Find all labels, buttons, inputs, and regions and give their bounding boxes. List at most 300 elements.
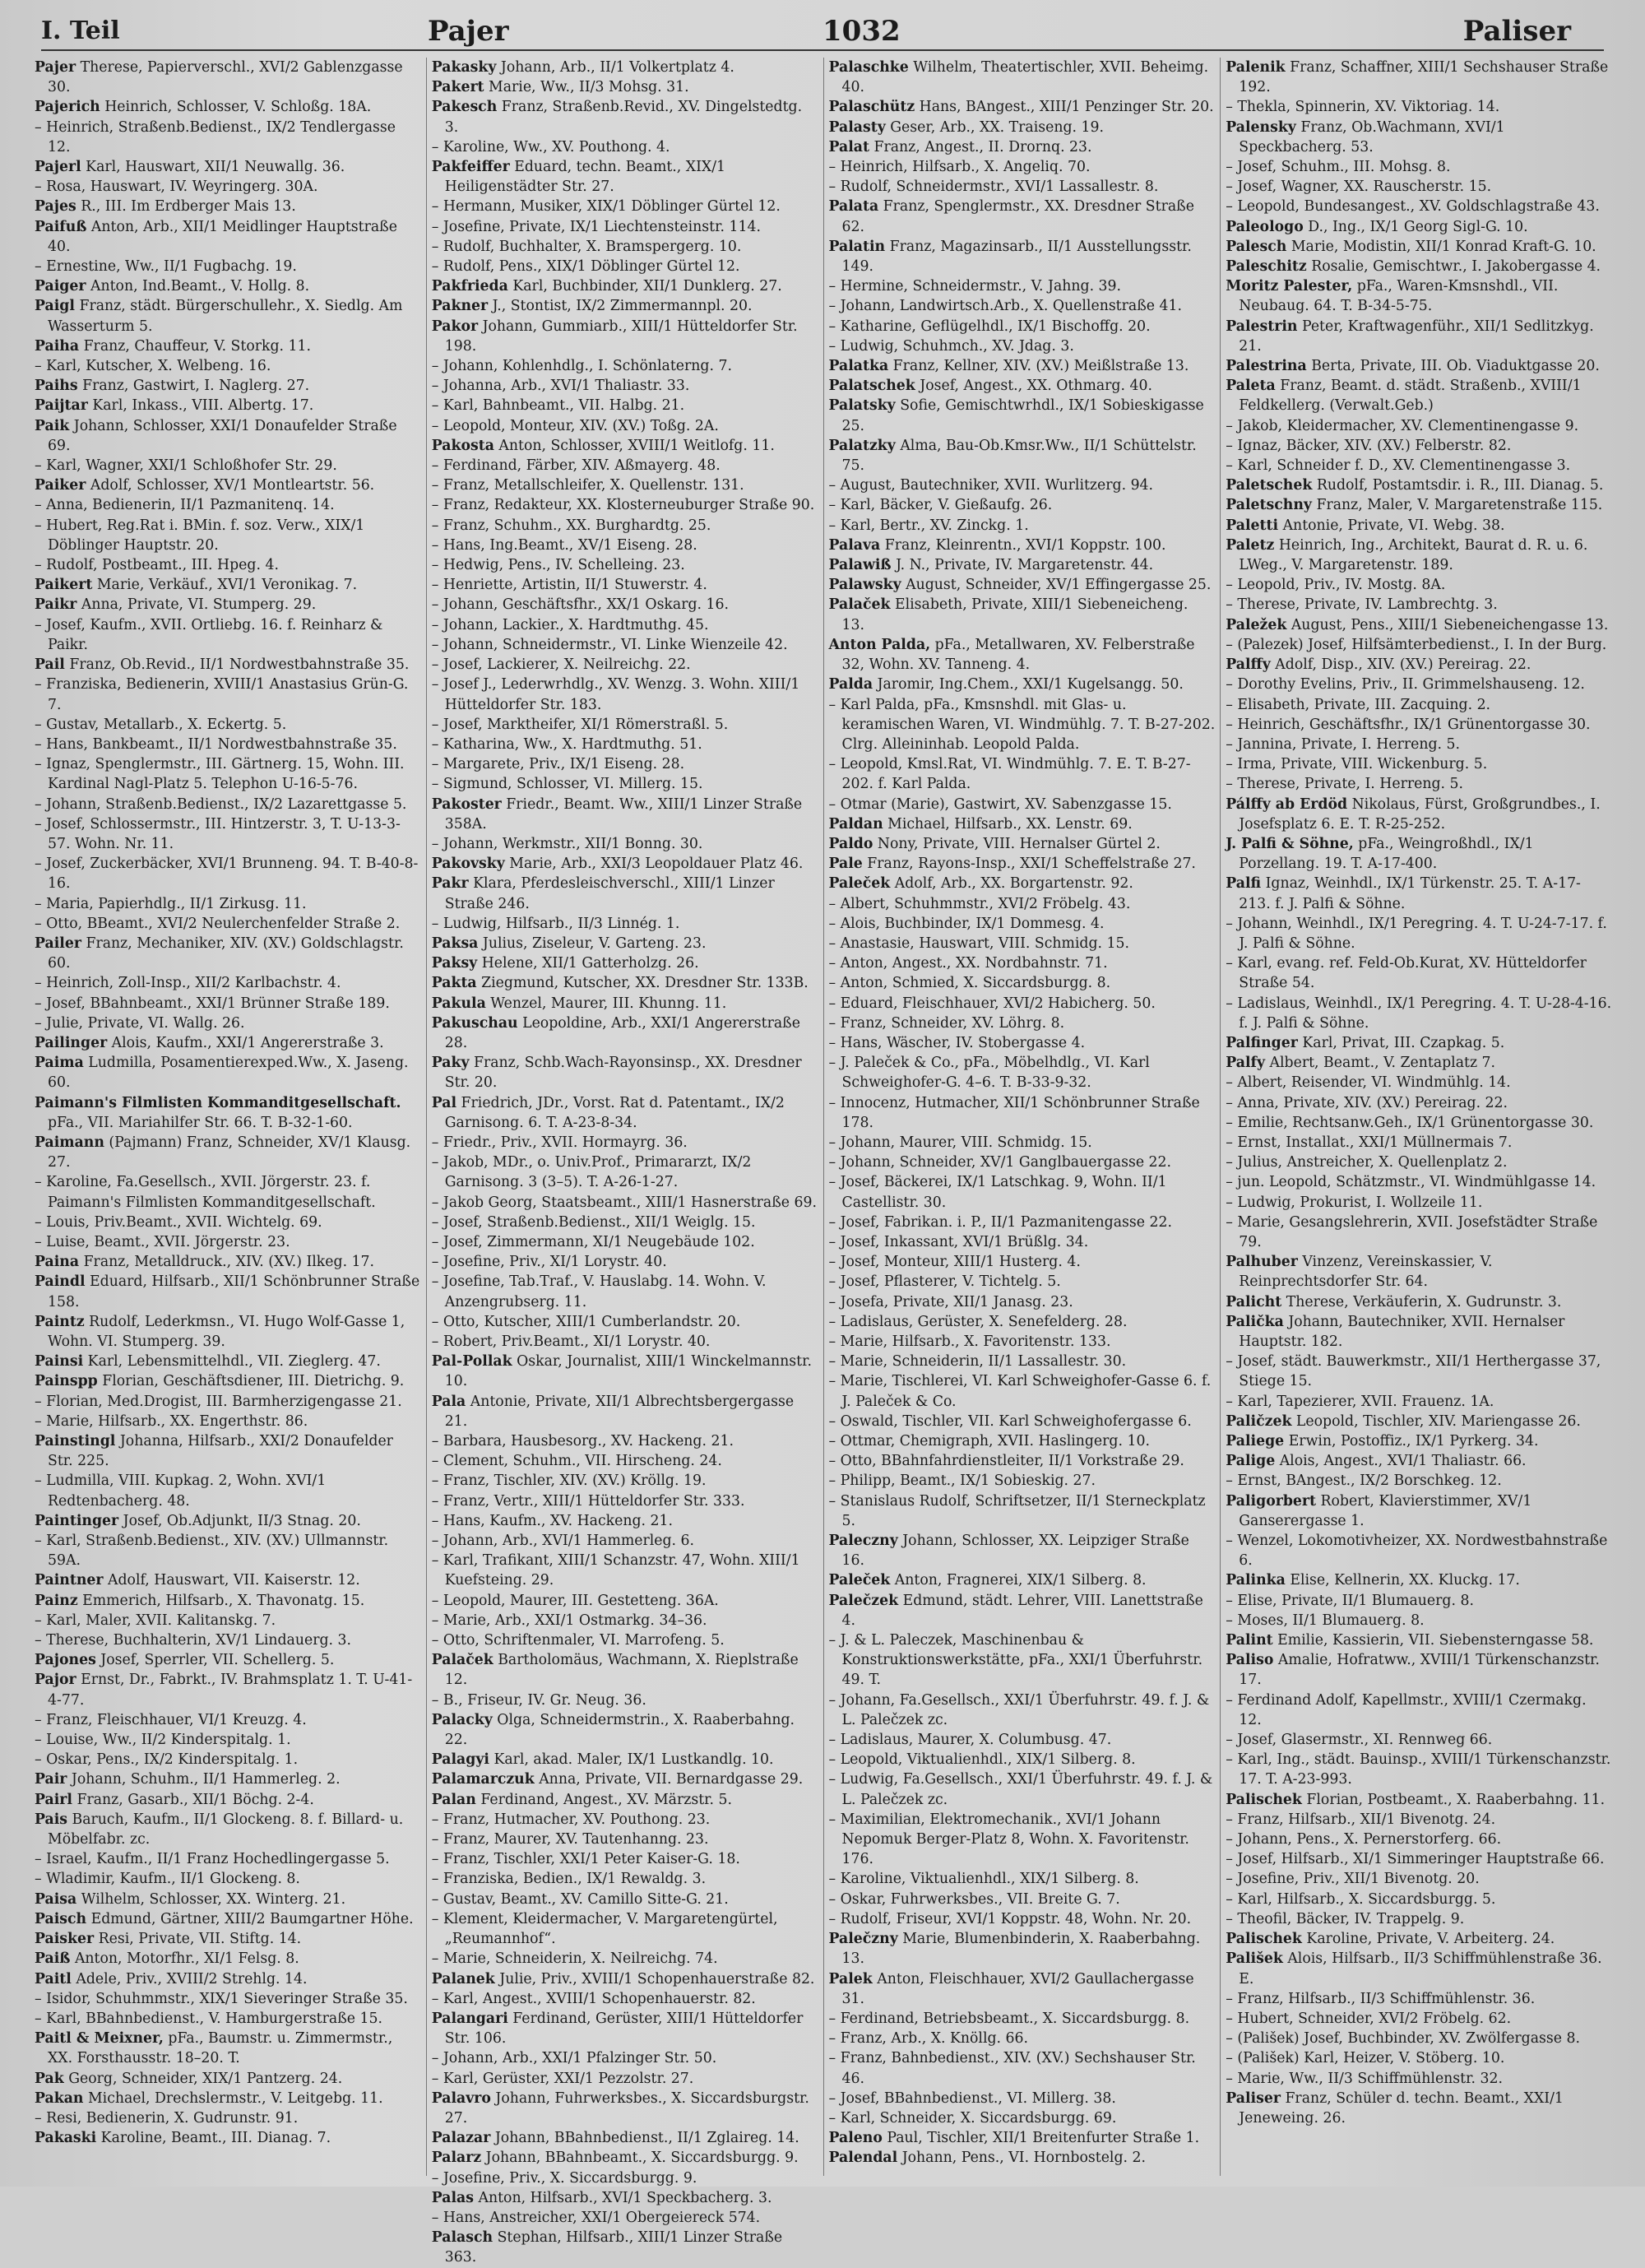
directory-entry (432, 2168, 818, 2188)
entry-details: Josef, Ob.Adjunkt, II/3 Stnag. 20. (123, 1512, 361, 1529)
entry-details: Wenzel, Maurer, III. Khunng. 11. (490, 995, 727, 1012)
entry-details: – (Pališek) Josef, Buchbinder, XV. Zwölfergasse 8. (1226, 2030, 1580, 2048)
entry-surname: Paijtar (35, 397, 88, 415)
directory-entry (829, 973, 1216, 993)
entry-details: – Julie, Private, VI. Wallg. 26. (35, 1014, 245, 1032)
entry-details: Josef, Sperrler, VII. Schellerg. 5. (100, 1652, 335, 1669)
entry-details: – Ignaz, Spenglermstr., III. Gärtnerg. 15, Wohn. III. Kardinal Nagl-Platz 5. Telephon U-16-5-76. (35, 756, 405, 793)
entry-details: – Karl, evang. ref. Feld-Ob.Kurat, XV. Hütteldorfer Straße 54. (1226, 955, 1587, 992)
directory-entry (829, 137, 1216, 157)
entry-details: Julie, Priv., XVIII/1 Schopenhauerstraße 82. (499, 1970, 815, 1987)
directory-entry (1226, 157, 1612, 177)
directory-columns (30, 58, 1617, 2266)
entry-details: – Stanislaus Rudolf, Schriftsetzer, II/1 Sterneckplatz 5. (828, 1492, 1206, 1529)
entry-details: – Franziska, Bedienerin, XVIII/1 Anastasius Grün-G. 7. (35, 676, 409, 713)
entry-details: – Otto, BBeamt., XVI/2 Neulerchenfelder Straße 2. (35, 915, 401, 932)
directory-entry (35, 575, 421, 595)
entry-details: – Franz, Fleischhauer, VI/1 Kreuzg. 4. (35, 1711, 307, 1728)
entry-details: Franz, Schüler d. techn. Beamt., XXI/1 Jeneweing. 26. (1239, 2089, 1564, 2127)
entry-details: – Hans, Ing.Beamt., XV/1 Eiseng. 28. (431, 536, 697, 554)
entry-details: Johanna, Hilfsarb., XXI/2 Donaufelder Str. 225. (48, 1433, 393, 1470)
entry-surname: Pakan (35, 2089, 84, 2107)
directory-entry (432, 774, 818, 794)
entry-details: – Resi, Bedienerin, X. Gudrunstr. 91. (35, 2109, 299, 2127)
entry-surname: Palatzky (828, 437, 896, 454)
entry-details: Emmerich, Hilfsarb., X. Thavonatg. 15. (82, 1592, 365, 1609)
directory-entry (1226, 1451, 1612, 1471)
entry-details: Ernst, Dr., Fabrkt., IV. Brahmsplatz 1. T. U-41-4-77. (48, 1672, 413, 1709)
entry-surname: Palaček (431, 1652, 494, 1669)
directory-entry (432, 1252, 818, 1272)
entry-surname: Palawiß (828, 557, 892, 574)
entry-details: Johann, Pens., VI. Hornbostelg. 2. (901, 2150, 1146, 2167)
directory-entry (35, 1412, 421, 1431)
entry-details: – Ottmar, Chemigraph, XVII. Haslingerg. 10. (828, 1433, 1150, 1450)
entry-surname: Paisch (35, 1910, 87, 1927)
directory-entry (1226, 1650, 1612, 1690)
directory-entry (1226, 1790, 1612, 1810)
entry-details: Florian, Geschäftsdiener, III. Dietrichg. 9. (102, 1373, 405, 1390)
directory-entry (432, 137, 818, 157)
directory-entry (35, 217, 421, 257)
entry-details: – Ignaz, Bäcker, XIV. (XV.) Felberstr. 82. (1226, 437, 1512, 454)
page-number: 1032 (822, 15, 901, 48)
entry-details: – Josef, städt. Bauwerkmstr., XII/1 Herthergasse 37, Stiege 15. (1226, 1353, 1601, 1390)
entry-surname: Palata (828, 198, 879, 216)
directory-entry (432, 1650, 818, 1690)
entry-details: – Josefine, Priv., XII/1 Bivenotg. 20. (1226, 1871, 1480, 1888)
entry-details: – Johann, Straßenb.Bedienst., IX/2 Lazarettgasse 5. (35, 795, 407, 813)
directory-entry (829, 834, 1216, 854)
directory-entry (35, 2128, 421, 2148)
entry-details: Franz, Ob.Wachmann, XVI/1 Speckbacherg. 53. (1239, 118, 1505, 155)
entry-details: – Marie, Gesangslehrerin, XVII. Josefstädter Straße 79. (1226, 1213, 1598, 1250)
directory-entry (1226, 1849, 1612, 1869)
directory-entry (829, 2128, 1216, 2148)
directory-entry (432, 1332, 818, 1352)
entry-details: Johann, Bautechniker, XVII. Hernalser Hauptstr. 182. (1239, 1313, 1565, 1350)
directory-entry (432, 595, 818, 615)
entry-details: August, Pens., XIII/1 Siebeneichengasse 13. (1291, 616, 1609, 633)
directory-entry (1226, 1412, 1612, 1431)
directory-entry (829, 1591, 1216, 1630)
directory-entry (35, 1172, 421, 1212)
entry-details: – Franz, Schuhm., XX. Burghardtg. 25. (431, 517, 711, 534)
entry-surname: Paldo (828, 835, 873, 852)
directory-entry (1226, 1053, 1612, 1073)
entry-surname: Palasty (828, 118, 886, 136)
directory-entry (1226, 1172, 1612, 1192)
directory-entry (432, 1392, 818, 1431)
entry-details: – Johann, Werkmstr., XII/1 Bonng. 30. (431, 835, 703, 852)
directory-entry (829, 1630, 1216, 1691)
entry-surname: Palaschütz (828, 99, 915, 116)
column-1 (30, 58, 427, 2176)
entry-details: Emilie, Kassierin, VII. Siebensterngasse 58. (1277, 1632, 1594, 1649)
entry-details: Franz, Mechaniker, XIV. (XV.) Goldschlagstr. 60. (48, 935, 404, 972)
directory-entry (432, 1232, 818, 1252)
directory-entry (432, 197, 818, 216)
entry-details: Johann, BBahnbedienst., II/1 Zglaireg. 14. (494, 2130, 799, 2147)
directory-entry (432, 1869, 818, 1889)
directory-entry (432, 77, 818, 97)
directory-entry (1226, 953, 1612, 993)
entry-surname: J. Palfi & Söhne, (1226, 835, 1354, 852)
entry-details: Anton, Hilfsarb., XVI/1 Speckbacherg. 3. (478, 2189, 772, 2206)
directory-entry (1226, 58, 1612, 97)
entry-details: – Maximilian, Elektromechanik., XVI/1 Johann Nepomuk Berger-Platz 8, Wohn. X. Favoritenstr. 176. (828, 1811, 1189, 1868)
directory-entry (829, 814, 1216, 834)
entry-details: – Elisabeth, Private, III. Zacquing. 2. (1226, 696, 1491, 713)
directory-entry (35, 1591, 421, 1611)
entry-details: Jaromir, Ing.Chem., XXI/1 Kugelsangg. 50. (877, 676, 1184, 693)
directory-entry (432, 934, 818, 953)
entry-details: – Josef, Bäckerei, IX/1 Latschkag. 9, Wohn. II/1 Castellistr. 30. (828, 1174, 1167, 1211)
entry-details: – Johann, Fa.Gesellsch., XXI/1 Überfuhrstr. 49. f. J. & L. Palečzek zc. (828, 1691, 1210, 1728)
directory-entry (432, 1013, 818, 1053)
directory-entry (35, 475, 421, 495)
directory-entry (1226, 1830, 1612, 1849)
directory-entry (1226, 735, 1612, 754)
directory-entry (432, 2188, 818, 2208)
directory-entry (35, 97, 421, 117)
entry-details: – Johann, Geschäftsfhr., XX/1 Oskarg. 16. (431, 596, 730, 614)
entry-surname: Palazar (431, 2130, 491, 2147)
directory-entry (1226, 774, 1612, 794)
entry-surname: Palestrin (1226, 318, 1298, 335)
directory-entry (432, 795, 818, 834)
directory-entry (35, 555, 421, 575)
directory-entry (35, 795, 421, 814)
directory-entry (432, 1810, 818, 1830)
entry-details: – Karl, Gerüster, XXI/1 Pezzolstr. 27. (431, 2070, 694, 2087)
entry-details: – Josef, Kaufm., XVII. Ortliebg. 16. f. Reinharz & Paikr. (35, 616, 383, 653)
directory-entry (1226, 376, 1612, 415)
directory-entry (35, 356, 421, 376)
entry-details: – Josef, Wagner, XX. Rauscherstr. 15. (1226, 179, 1492, 196)
directory-entry (432, 1750, 818, 1769)
entry-details: – Franz, Maurer, XV. Tautenhanng. 23. (431, 1831, 709, 1848)
entry-details: Marie, Verkäuf., XVI/1 Veronikag. 7. (96, 577, 358, 594)
entry-details: Franz, Beamt. d. städt. Straßenb., XVIII/1 Feldkellerg. (Verwalt.Geb.) (1239, 378, 1582, 415)
directory-entry (829, 1133, 1216, 1153)
directory-entry (1226, 177, 1612, 197)
entry-surname: Paifuß (35, 218, 87, 235)
directory-entry (35, 854, 421, 893)
directory-entry (432, 58, 818, 77)
entry-surname: Pališek (1226, 1950, 1283, 1968)
directory-entry (432, 1451, 818, 1471)
column-2 (427, 58, 824, 2266)
entry-details: J. N., Private, IV. Margaretenstr. 44. (896, 557, 1154, 574)
directory-entry (829, 1272, 1216, 1292)
entry-surname: Paikert (35, 577, 93, 594)
directory-entry (35, 1969, 421, 1989)
directory-entry (35, 973, 421, 993)
entry-details: Johann, Schuhm., II/1 Hammerleg. 2. (71, 1771, 341, 1788)
entry-details: Karoline, Beamt., III. Dianag. 7. (100, 2130, 331, 2147)
directory-entry (829, 1431, 1216, 1451)
entry-details: – Oskar, Fuhrwerksbes., VII. Breite G. 7. (828, 1890, 1120, 1908)
entry-details: Wilhelm, Theatertischler, XVII. Beheimg. 40. (841, 59, 1209, 96)
directory-entry (829, 2009, 1216, 2029)
directory-entry (1226, 1989, 1612, 2009)
directory-entry (1226, 495, 1612, 515)
directory-entry (432, 1630, 818, 1650)
entry-surname: Painsi (35, 1353, 84, 1371)
entry-details: Franz, städt. Bürgerschullehr., X. Siedlg. Am Wasserturm 5. (48, 298, 403, 335)
entry-details: – Philipp, Beamt., IX/1 Sobieskig. 27. (828, 1473, 1096, 1490)
entry-details: – Josef, BBahnbeamt., XXI/1 Brünner Straße 189. (35, 995, 390, 1012)
entry-details: – Marie, Hilfsarb., XX. Engerthstr. 86. (35, 1412, 308, 1430)
entry-surname: Palat (828, 138, 869, 155)
entry-details: Rudolf, Lederkmsn., VI. Hugo Wolf-Gasse 1, Wohn. VI. Stumperg. 39. (48, 1313, 405, 1350)
directory-entry (829, 276, 1216, 296)
entry-details: – Ludwig, Schuhmch., XV. Jdag. 3. (828, 337, 1074, 355)
entry-details: – Albert, Reisender, VI. Windmühlg. 14. (1226, 1074, 1511, 1092)
directory-entry (432, 675, 818, 714)
entry-details: Friedrich, JDr., Vorst. Rat d. Patentamt., IX/2 Garnisong. 6. T. A-23-8-34. (444, 1094, 785, 1131)
entry-details: – J. Paleček & Co., pFa., Möbelhdlg., VI. Karl Schweighofer-G. 4–6. T. B-33-9-32. (828, 1055, 1150, 1092)
entry-details: – Rudolf, Buchhalter, X. Bramspergerg. 10. (431, 238, 742, 255)
directory-entry (829, 1352, 1216, 1371)
entry-details: – Heinrich, Hilfsarb., X. Angeliq. 70. (828, 159, 1091, 176)
entry-details: – Josef, Marktheifer, XI/1 Römerstraßl. 5. (431, 716, 729, 733)
directory-entry (35, 197, 421, 216)
entry-details: Marie, Blumenbinderin, X. Raaberbahng. 13. (841, 1931, 1201, 1968)
directory-entry (1226, 356, 1612, 376)
directory-entry (432, 1611, 818, 1630)
entry-surname: Pairl (35, 1791, 72, 1808)
entry-surname: Paiß (35, 1950, 71, 1968)
directory-entry (829, 1232, 1216, 1252)
entry-details: – Franz, Tischler, XIV. (XV.) Kröllg. 19. (431, 1473, 707, 1490)
directory-entry (1226, 1073, 1612, 1092)
entry-surname: Palaček (828, 596, 891, 614)
entry-details: Franz, Metalldruck., XIV. (XV.) Ilkeg. 17. (83, 1254, 375, 1271)
entry-details: – Johann, Landwirtsch.Arb., X. Quellenstraße 41. (828, 298, 1182, 315)
entry-surname: Palfi (1226, 875, 1262, 893)
directory-entry (829, 495, 1216, 515)
directory-entry (35, 1252, 421, 1272)
first-entry-word: Pajer (428, 15, 509, 48)
directory-entry (1226, 118, 1612, 157)
directory-entry (35, 994, 421, 1013)
directory-entry (829, 436, 1216, 475)
entry-details: – Josef, Monteur, XIII/1 Husterg. 4. (828, 1254, 1081, 1271)
entry-surname: Paihs (35, 378, 78, 395)
entry-details: – Otto, Kutscher, XIII/1 Cumberlandstr. 20. (431, 1313, 741, 1330)
entry-details: – Josef, Zuckerbäcker, XVI/1 Brunneng. 94. T. B-40-8-16. (35, 856, 419, 893)
entry-surname: Pal (431, 1094, 457, 1111)
entry-surname: Pakoster (431, 795, 502, 813)
entry-details: Bartholomäus, Wachmann, X. Rieplstraße 12. (444, 1652, 799, 1689)
entry-details: Alois, Kaufm., XXI/1 Angererstraße 3. (111, 1034, 384, 1051)
directory-entry (432, 257, 818, 276)
entry-details: – Gustav, Beamt., XV. Camillo Sitte-G. 21. (431, 1890, 729, 1908)
directory-entry (829, 1471, 1216, 1491)
entry-details: – Josef, Pflasterer, V. Tichtelg. 5. (828, 1273, 1061, 1291)
entry-details: Franz, Schb.Wach-Rayonsinsp., XX. Dresdner Str. 20. (444, 1055, 802, 1092)
entry-details: – Marie, Hilfsarb., X. Favoritenstr. 133. (828, 1333, 1111, 1350)
directory-entry (829, 934, 1216, 953)
entry-surname: Paleno (828, 2130, 883, 2147)
entry-details: Albert, Beamt., V. Zentaplatz 7. (1269, 1055, 1496, 1072)
entry-details: – Ludwig, Hilfsarb., II/3 Linnég. 1. (431, 915, 680, 932)
directory-entry (829, 1750, 1216, 1769)
directory-entry (35, 1929, 421, 1949)
entry-details: Franz, Rayons-Insp., XXI/1 Scheffelstraße 27. (867, 856, 1196, 873)
entry-details: Franz, Straßenb.Revid., XV. Dingelstedtg. 3. (444, 99, 803, 136)
entry-details: Elise, Kellnerin, XX. Kluckg. 17. (1290, 1572, 1520, 1589)
directory-entry (1226, 655, 1612, 675)
entry-details: – Ladislaus, Weinhdl., IX/1 Peregring. 4. T. U-28-4-16. f. J. Palfi & Söhne. (1226, 995, 1612, 1032)
directory-entry (432, 1312, 818, 1332)
entry-details: – Leopold, Maurer, III. Gestetteng. 36A. (431, 1592, 719, 1609)
entry-details: – Alois, Buchbinder, IX/1 Dommesg. 4. (828, 915, 1105, 932)
directory-entry (35, 1890, 421, 1909)
directory-entry (35, 1949, 421, 1969)
directory-entry (829, 754, 1216, 794)
directory-entry (1226, 1193, 1612, 1213)
entry-details: Alois, Hilfsarb., II/3 Schiffmühlenstraße 36. E. (1239, 1950, 1602, 1987)
directory-entry (35, 2089, 421, 2108)
entry-details: – Josef J., Lederwrhdlg., XV. Wenzg. 3. Wohn. XIII/1 Hütteldorfer Str. 183. (431, 676, 800, 713)
directory-entry (829, 1869, 1216, 1889)
entry-details: Franz, Schaffner, XIII/1 Sechshauser Straße 192. (1239, 59, 1609, 96)
entry-details: Franz, Magazinsarb., II/1 Ausstellungsstr. 149. (841, 238, 1192, 276)
entry-details: – Josef, Schuhm., III. Mohsg. 8. (1226, 159, 1451, 176)
entry-details: Vinzenz, Vereinskassier, V. Reinprechtsdorfer Str. 64. (1239, 1254, 1493, 1291)
entry-details: Anna, Private, VI. Stumperg. 29. (81, 596, 317, 614)
directory-entry (432, 1213, 818, 1232)
entry-details: Adolf, Hauswart, VII. Kaiserstr. 12. (108, 1572, 360, 1589)
directory-entry (432, 436, 818, 456)
directory-entry (432, 615, 818, 635)
entry-details: Franz, Spenglermstr., XX. Dresdner Straße 62. (841, 198, 1194, 235)
directory-entry (829, 874, 1216, 893)
entry-details: – Sigmund, Schlosser, VI. Millerg. 15. (431, 776, 703, 793)
entry-details: – Marie, Schneiderin, X. Neilreichg. 74. (431, 1950, 718, 1968)
directory-entry (432, 2089, 818, 2128)
entry-surname: Palicht (1226, 1293, 1282, 1310)
directory-entry (829, 555, 1216, 575)
entry-details: Marie, Ww., II/3 Mohsg. 31. (489, 79, 689, 96)
entry-surname: Pak (35, 2070, 64, 2087)
entry-details: R., III. Im Erdberger Mais 13. (81, 198, 296, 216)
entry-details: – Ladislaus, Gerüster, X. Senefelderg. 28. (828, 1313, 1128, 1330)
directory-entry (432, 1710, 818, 1750)
entry-surname: Palenik (1226, 59, 1286, 76)
entry-details: Ignaz, Weinhdl., IX/1 Türkenstr. 25. T. A-17-213. f. J. Palfi & Söhne. (1239, 875, 1581, 912)
directory-entry (35, 456, 421, 475)
directory-entry (35, 1810, 421, 1849)
entry-details: – Leopold, Viktualienhdl., XIX/1 Silberg. 8. (828, 1751, 1136, 1769)
entry-surname: Paličzek (1226, 1412, 1292, 1430)
directory-entry (829, 516, 1216, 536)
entry-details: Nony, Private, VIII. Hernalser Gürtel 2. (877, 835, 1161, 852)
entry-details: Therese, Papierverschl., XVI/2 Gablenzgasse 30. (48, 59, 403, 96)
directory-entry (829, 376, 1216, 396)
entry-details: – Karl, Trafikant, XIII/1 Schanzstr. 47, Wohn. XIII/1 Kuefsteing. 29. (431, 1552, 800, 1589)
directory-entry (432, 953, 818, 973)
entry-details: Leopold, Tischler, XIV. Mariengasse 26. (1295, 1412, 1581, 1430)
directory-entry (432, 1551, 818, 1590)
entry-details: Hans, BAngest., XIII/1 Penzinger Str. 20. (919, 99, 1214, 116)
directory-entry (829, 58, 1216, 97)
entry-details: – Heinrich, Geschäftsfhr., IX/1 Grünentorgasse 30. (1226, 716, 1591, 733)
directory-entry (829, 1292, 1216, 1312)
directory-entry (35, 1133, 421, 1172)
entry-surname: Paik (35, 417, 70, 434)
entry-details: Adele, Priv., XVIII/2 Strehlg. 14. (76, 1970, 308, 1987)
directory-entry (432, 1591, 818, 1611)
directory-entry (432, 237, 818, 257)
entry-details: pFa., Metallwaren, XV. Felberstraße 32, Wohn. XV. Tanneng. 4. (841, 636, 1195, 674)
entry-details: – jun. Leopold, Schätzmstr., VI. Windmühlgasse 14. (1226, 1174, 1596, 1191)
entry-details: – Josef, Straßenb.Bedienst., XII/1 Weiglg. 15. (431, 1213, 756, 1231)
directory-entry (35, 1471, 421, 1510)
entry-details: Therese, Verkäuferin, X. Gudrunstr. 3. (1286, 1293, 1562, 1310)
entry-details: Karl, Lebensmittelhdl., VII. Zieglerg. 47. (87, 1353, 381, 1371)
entry-details: – Karoline, Viktualienhdl., XIX/1 Silberg. 8. (828, 1871, 1139, 1888)
directory-entry (432, 1193, 818, 1213)
directory-entry (35, 1392, 421, 1412)
directory-entry (432, 376, 818, 396)
entry-details: – Julius, Anstreicher, X. Quellenplatz 2. (1226, 1154, 1508, 1171)
entry-details: Franz, Angest., II. Drornq. 23. (873, 138, 1092, 155)
directory-entry (829, 1033, 1216, 1053)
entry-surname: Paletschny (1226, 497, 1312, 514)
directory-entry (432, 2128, 818, 2148)
entry-details: – J. & L. Paleczek, Maschinenbau & Konstruktionswerkstätte, pFa., XXI/1 Überfuhrstr. 49. T. (828, 1632, 1203, 1689)
directory-entry (829, 1053, 1216, 1092)
entry-details: – Ferdinand, Betriebsbeamt., X. Siccardsburgg. 8. (828, 2010, 1190, 2027)
directory-entry (829, 953, 1216, 973)
entry-details: – Karl, BBahnbedienst., V. Hamburgerstraße 15. (35, 2010, 382, 2027)
entry-surname: Palensky (1226, 118, 1296, 136)
directory-entry (432, 834, 818, 854)
entry-details: Edmund, Gärtner, XIII/2 Baumgartner Höhe. (90, 1910, 414, 1927)
entry-details: Anton, Fleischhauer, XVI/2 Gaullachergasse 31. (841, 1970, 1194, 2007)
entry-details: Alois, Angest., XVI/1 Thaliastr. 66. (1279, 1453, 1527, 1470)
entry-details: – Josef, Inkassant, XVI/1 Brüßlg. 34. (828, 1233, 1089, 1250)
entry-details: – Josef, Hilfsarb., XI/1 Simmeringer Hauptstraße 66. (1226, 1851, 1605, 1868)
entry-surname: Pakfeiffer (431, 159, 510, 176)
entry-surname: Pailinger (35, 1034, 108, 1051)
column-3 (824, 58, 1221, 2176)
directory-entry (35, 1650, 421, 1670)
entry-details: Leopoldine, Arb., XXI/1 Angererstraße 28. (444, 1014, 800, 1051)
entry-details: Karl, Inkass., VIII. Albertg. 17. (92, 397, 314, 415)
directory-entry (829, 1371, 1216, 1411)
directory-entry (35, 1909, 421, 1929)
entry-details: – Anna, Private, XIV. (XV.) Pereirag. 22. (1226, 1094, 1508, 1111)
entry-surname: Paintner (35, 1572, 104, 1589)
entry-details: – Leopold, Bundesangest., XV. Goldschlagstraße 43. (1226, 198, 1600, 216)
entry-surname: Paimann (35, 1134, 104, 1151)
directory-entry (35, 1013, 421, 1033)
directory-entry (35, 157, 421, 177)
entry-surname: Paky (431, 1055, 470, 1072)
entry-details: – Thekla, Spinnerin, XV. Viktoriag. 14. (1226, 99, 1500, 116)
directory-entry (1226, 436, 1612, 456)
directory-entry (35, 516, 421, 555)
entry-details: Eduard, Hilfsarb., XII/1 Schönbrunner Straße 158. (48, 1273, 420, 1310)
entry-details: – Johann, Kohlenhdlg., I. Schönlaterng. 7. (431, 358, 732, 375)
entry-details: – Isidor, Schuhmmstr., XIX/1 Sieveringer Straße 35. (35, 1990, 408, 2007)
directory-entry (1226, 317, 1612, 356)
